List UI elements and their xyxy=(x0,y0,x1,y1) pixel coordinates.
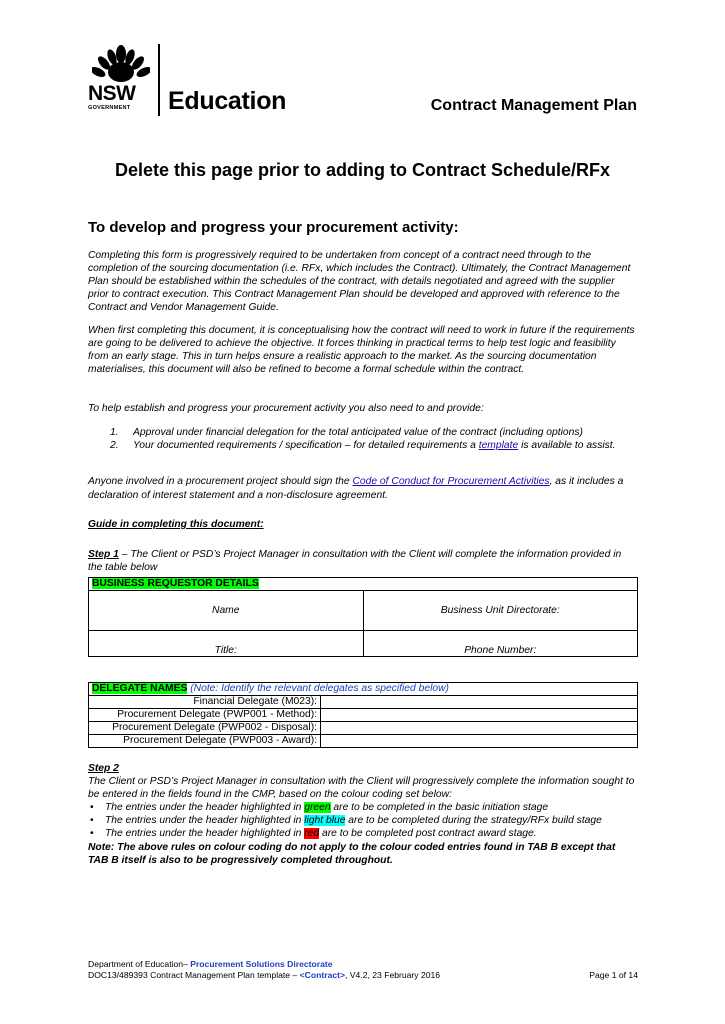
method-delegate-label: Procurement Delegate (PWP001 - Method): xyxy=(89,709,321,722)
logo-government-text: GOVERNMENT xyxy=(88,105,131,111)
phone-cell[interactable] xyxy=(363,631,638,657)
delegate-names-table xyxy=(88,682,638,748)
requestor-table-header xyxy=(89,578,638,591)
footer-line-2 xyxy=(88,970,638,981)
business-unit-label: Business Unit Directorate: xyxy=(440,605,560,616)
phone-label: Phone Number: xyxy=(464,645,537,656)
financial-delegate-field[interactable] xyxy=(321,696,638,709)
bullet-text: are to be completed in the basic initiation stage xyxy=(330,802,549,813)
code-of-conduct-paragraph xyxy=(88,475,638,503)
step2-text: The Client or PSD’s Project Manager in consultation with the Client will progressively complete the information sought to be entered in the fields found in the CMP, based on the colour coding set below: xyxy=(88,776,635,800)
list-number: 1. xyxy=(110,427,119,438)
list-item xyxy=(88,801,638,814)
award-delegate-label: Procurement Delegate (PWP003 - Award): xyxy=(89,735,321,748)
list-item-text: Approval under financial delegation for the total anticipated value of the contract (including options) xyxy=(133,427,583,438)
footer-dept: Department of Education– xyxy=(88,959,191,969)
name-cell[interactable] xyxy=(89,591,364,631)
footer-directorate: Procurement Solutions Directorate xyxy=(190,959,333,969)
logo-divider xyxy=(158,44,160,116)
section-title: To develop and progress your procurement activity: xyxy=(88,219,459,236)
list-item xyxy=(88,827,638,840)
step1-text: – The Client or PSD’s Project Manager in consultation with the Client will complete the information provided in the table below xyxy=(88,549,622,573)
title-cell[interactable] xyxy=(89,631,364,657)
footer-line-1 xyxy=(88,959,638,970)
waratah-icon xyxy=(92,44,150,84)
requirements-list xyxy=(110,426,630,452)
bullet-text: are to be completed post contract award stage. xyxy=(319,828,537,839)
list-item-text: is available to assist. xyxy=(518,440,616,451)
step2-label: Step 2 xyxy=(88,763,119,774)
bullet-text: The entries under the header highlighted in xyxy=(105,828,305,839)
intro-paragraph-3: To help establish and progress your procurement activity you also need to and provide: xyxy=(88,403,484,414)
delegate-header-label: DELEGATE NAMES xyxy=(92,683,188,694)
page-title: Delete this page prior to adding to Contract Schedule/RFx xyxy=(114,160,611,180)
red-highlight: red xyxy=(304,828,320,839)
list-item xyxy=(88,814,638,827)
header-title: Contract Management Plan xyxy=(430,97,637,114)
method-delegate-field[interactable] xyxy=(321,709,638,722)
disposal-delegate-label: Procurement Delegate (PWP002 - Disposal): xyxy=(89,722,321,735)
logo-nsw-text: NSW xyxy=(88,82,136,105)
award-delegate-field[interactable] xyxy=(321,735,638,748)
nsw-education-logo xyxy=(88,44,288,120)
title-label: Title: xyxy=(214,645,237,656)
requestor-header-label: BUSINESS REQUESTOR DETAILS xyxy=(92,578,259,589)
paragraph-text: Anyone involved in a procurement project should sign the xyxy=(88,476,353,487)
bullet-text: are to be completed during the strategy/RFx build stage xyxy=(345,815,602,826)
business-requestor-table xyxy=(88,577,638,657)
page-number: Page 1 of 14 xyxy=(589,970,638,980)
list-item-text: Your documented requirements / specification – for detailed requirements a xyxy=(133,440,479,451)
footer-version: , V4.2, 23 February 2016 xyxy=(345,970,441,980)
step1-paragraph xyxy=(88,548,638,574)
logo-education-text: Education xyxy=(168,87,287,115)
business-unit-cell[interactable] xyxy=(363,591,638,631)
bullet-text: The entries under the header highlighted in xyxy=(105,815,305,826)
financial-delegate-label: Financial Delegate (M023): xyxy=(89,696,321,709)
list-item xyxy=(110,439,630,452)
list-number: 2. xyxy=(110,440,119,451)
light-blue-highlight: light blue xyxy=(304,815,346,826)
colour-coding-list xyxy=(88,801,638,840)
delegate-table-header xyxy=(89,683,638,696)
step1-label: Step 1 xyxy=(88,549,119,560)
intro-paragraph-2: When first completing this document, it is conceptualising how the contract will need to work in future if the requirements are going to be delivered to achieve the objective. It forces thinking in practical terms to help test logic and feasibility from an early stage. This in turn helps ensure a realistic approach to the market. As the sourcing documentation materialises, this document will also be refined to become a formal schedule within the contract. xyxy=(88,325,635,375)
disposal-delegate-field[interactable] xyxy=(321,722,638,735)
footer-doc: DOC13/489393 Contract Management Plan template – xyxy=(88,970,300,980)
guide-heading: Guide in completing this document: xyxy=(88,519,264,530)
colour-coding-note: Note: The above rules on colour coding do not apply to the colour coded entries found in TAB B except that TAB B itself is also to be progressively completed throughout. xyxy=(88,842,616,866)
intro-paragraph-1: Completing this form is progressively required to be undertaken from concept of a contract need through to the completion of the sourcing documentation (i.e. RFx, which includes the Contract). Ultimately, the Contract Management Plan should be established within the schedules of the contract, with details negotiated and agreed with the supplier prior to contract execution. This Contract Management Plan should be developed and approved with reference to the Contract and Vendor Management Guide. xyxy=(88,250,631,313)
page-footer xyxy=(88,959,638,981)
list-item xyxy=(110,426,630,439)
template-link[interactable]: template xyxy=(478,440,519,451)
footer-contract: <Contract> xyxy=(299,970,346,980)
paragraph-text: , as it includes a declaration of interest statement and a non-disclosure agreement. xyxy=(88,476,624,501)
green-highlight: green xyxy=(304,802,331,813)
name-label: Name xyxy=(212,605,240,616)
bullet-text: The entries under the header highlighted in xyxy=(105,802,305,813)
delegate-note: (Note: Identify the relevant delegates as specified below) xyxy=(190,683,449,694)
code-of-conduct-link[interactable]: Code of Conduct for Procurement Activities xyxy=(352,476,550,487)
